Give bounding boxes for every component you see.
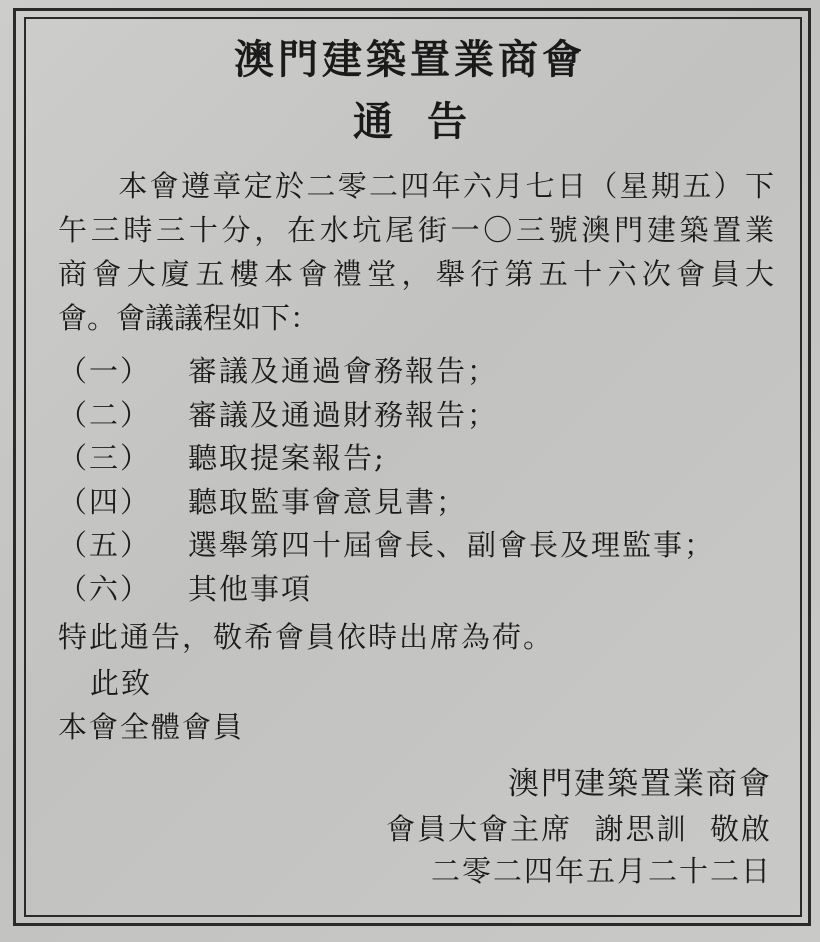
- signature-organization: 澳門建築置業商會: [508, 766, 772, 802]
- agenda-item-text: 其他事項: [188, 571, 313, 606]
- notice-organization-title: 澳門建築置業商會: [234, 36, 586, 83]
- paragraph-line-3: 商會大廈五樓本會禮堂，舉行第五十六次會員大: [58, 257, 774, 291]
- agenda-item-number: （三）: [58, 441, 152, 475]
- agenda-item-number: （六）: [58, 571, 152, 606]
- agenda-item-number: （四）: [58, 484, 152, 519]
- agenda-list: [58, 350, 715, 611]
- signature-chair: 會員大會主席 謝思訓 敬啟: [386, 812, 772, 846]
- notice-heading: 通告: [353, 98, 501, 145]
- agenda-item-text: 選舉第四十屆會長、副會長及理監事；: [188, 528, 716, 562]
- agenda-item: [58, 568, 715, 612]
- salutation: 此致: [90, 666, 153, 700]
- notice-paragraph: [58, 164, 774, 340]
- agenda-item-number: （二）: [58, 397, 152, 432]
- closing-statement: 特此通告，敬希會員依時出席為荷。: [58, 620, 555, 654]
- agenda-item-number: （五）: [58, 528, 152, 562]
- paragraph-line-2: 午三時三十分，在水坑尾街一〇三號澳門建築置業: [58, 213, 774, 247]
- agenda-item-text: 審議及通過財務報告；: [188, 397, 499, 432]
- agenda-item: [58, 437, 715, 481]
- agenda-item: [58, 481, 715, 525]
- agenda-item-number: （一）: [58, 354, 152, 388]
- paragraph-line-4: 會。會議議程如下：: [58, 301, 320, 335]
- signature-date: 二零二四年五月二十二日: [430, 854, 772, 888]
- agenda-item-text: 審議及通過會務報告；: [188, 354, 499, 388]
- agenda-item-text: 聽取監事會意見書；: [188, 484, 468, 519]
- agenda-item: [58, 524, 715, 568]
- agenda-item: [58, 394, 715, 438]
- agenda-item: [58, 350, 715, 394]
- paragraph-line-1: 本會遵章定於二零二四年六月七日（星期五）下: [116, 169, 774, 203]
- recipient: 本會全體會員: [58, 710, 245, 744]
- agenda-item-text: 聽取提案報告;: [188, 441, 386, 475]
